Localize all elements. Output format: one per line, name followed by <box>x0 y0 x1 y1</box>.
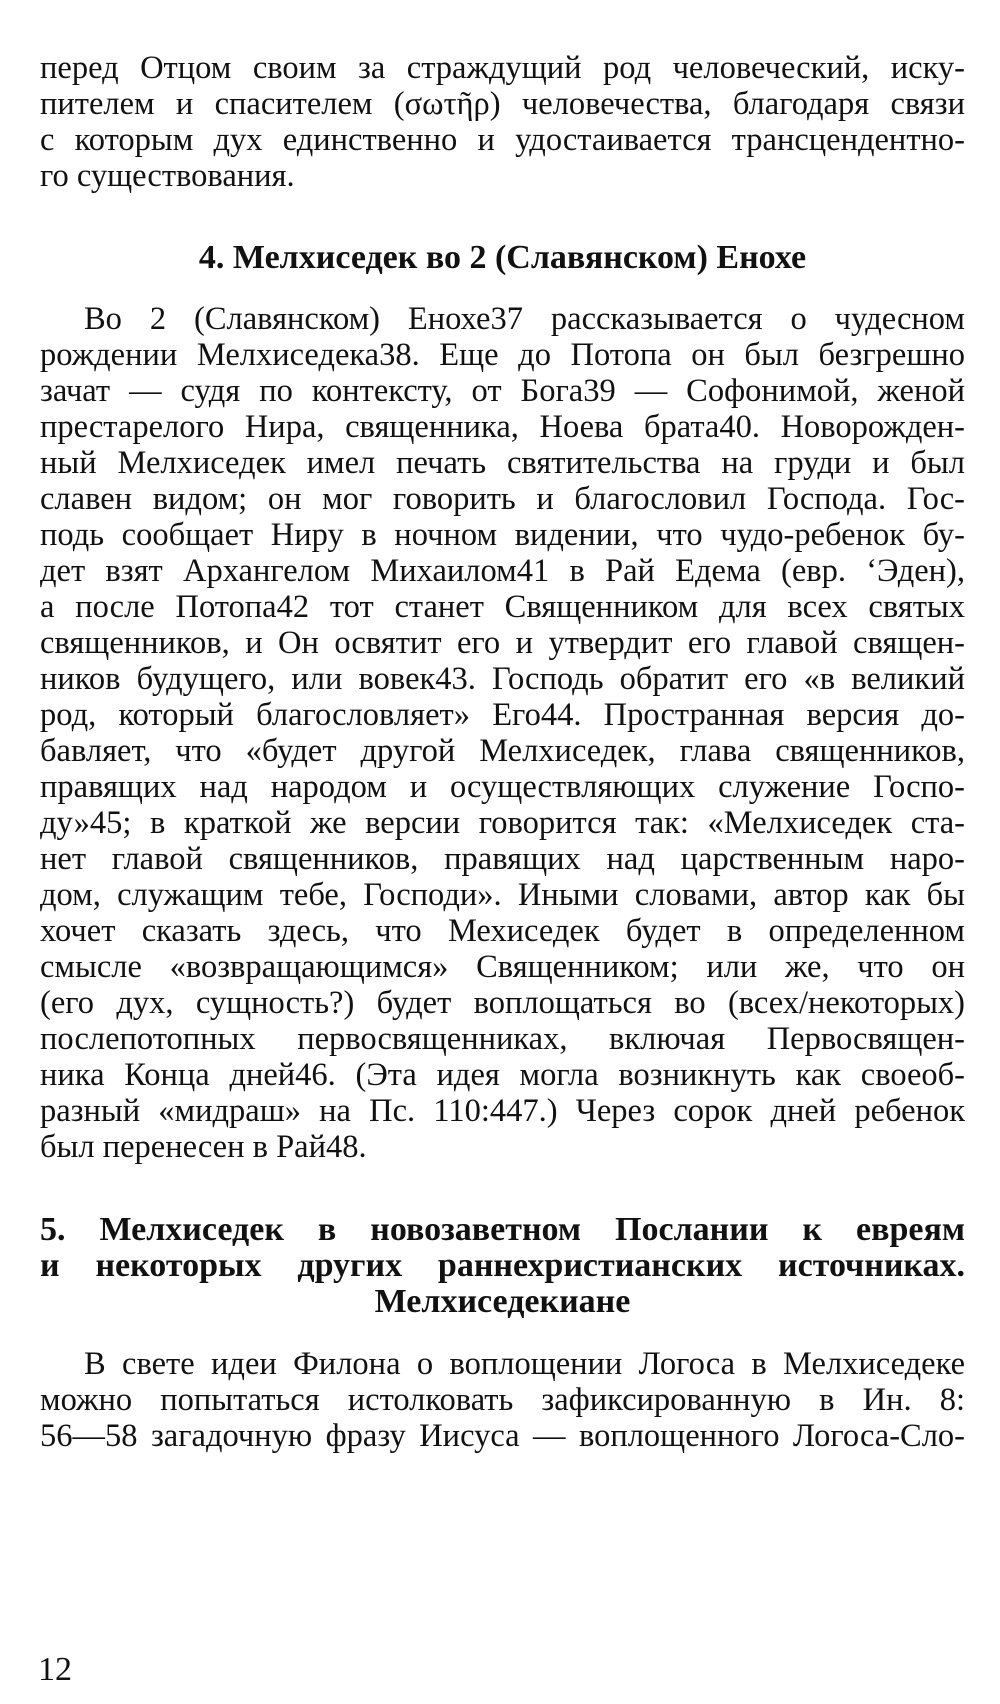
section-4-line-9: а после Потопа42 тот станет Священником для всех святых <box>40 589 965 625</box>
intro-line-2: пителем и спасителем (σωτῆρ) человечества, благодаря связи <box>40 86 965 122</box>
section-4-line-12: род, который благословляет» Его44. Пространная версия до- <box>40 697 965 733</box>
section-5-heading-line-3: Мелхиседекиане <box>374 1283 631 1320</box>
intro-line-3: с которым дух единственно и удостаивается трансцендентно- <box>40 122 965 158</box>
section-4-line-13: бавляет, что «будет другой Мелхиседек, глава священников, <box>40 733 965 769</box>
section-4-line-10: священников, и Он освятит его и утвердит его главой священ- <box>40 625 965 661</box>
section-4-line-20: (его дух, сущность?) будет воплощаться во (всех/некоторых) <box>40 985 965 1021</box>
section-4-line-15: ду»45; в краткой же версии говорится так: «Мелхиседек ста- <box>40 805 965 841</box>
section-4-line-19: смысле «возвращающимся» Священником; или же, что он <box>40 949 965 985</box>
section-4-line-2: рождении Мелхиседека38. Еще до Потопа он был безгрешно <box>40 337 965 373</box>
section-4-line-14: правящих над народом и осуществляющих служение Госпо- <box>40 769 965 805</box>
section-4-line-1: Во 2 (Славянском) Енохе37 рассказывается о чудесном <box>84 301 965 337</box>
section-4-line-17: дом, служащим тебе, Господи». Иными словами, автор как бы <box>40 877 965 913</box>
section-4-line-8: дет взят Архангелом Михаилом41 в Рай Едема (евр. ‘Эден), <box>40 553 965 589</box>
page-number: 12 <box>38 1651 72 1688</box>
section-4-line-22: ника Конца дней46. (Эта идея могла возникнуть как своеоб- <box>40 1057 965 1093</box>
section-4-line-4: престарелого Нира, священника, Ноева брата40. Новорожден- <box>40 409 965 445</box>
section-4-line-16: нет главой священников, правящих над царственным наро- <box>40 841 965 877</box>
section-4-line-3: зачат — судя по контексту, от Бога39 — Софонимой, женой <box>40 373 965 409</box>
intro-line-4: го существования. <box>40 158 295 194</box>
section-4-line-21: послепотопных первосвященниках, включая Первосвящен- <box>40 1021 965 1057</box>
section-4-line-7: подь сообщает Ниру в ночном видении, что чудо-ребенок бу- <box>40 517 965 553</box>
section-4-heading: 4. Мелхиседек во 2 (Славянском) Енохе <box>198 239 807 276</box>
section-5-heading-line-1: 5. Мелхиседек в новозаветном Послании к евреям <box>40 1211 965 1248</box>
section-4-line-5: ный Мелхиседек имел печать святительства на груди и был <box>40 445 965 481</box>
section-5-line-3: 56—58 загадочную фразу Иисуса — воплощенного Логоса-Сло- <box>40 1418 965 1454</box>
section-5-heading-line-2: и некоторых других раннехристианских источниках. <box>40 1247 965 1284</box>
section-4-line-18: хочет сказать здесь, что Мехиседек будет в определенном <box>40 913 965 949</box>
intro-line-1: перед Отцом своим за страждущий род человеческий, иску- <box>40 50 965 86</box>
section-5-line-2: можно попытаться истолковать зафиксированную в Ин. 8: <box>40 1382 965 1418</box>
section-4-line-24: был перенесен в Рай48. <box>40 1129 367 1165</box>
section-4-line-6: славен видом; он мог говорить и благословил Господа. Гос- <box>40 481 965 517</box>
section-4-line-11: ников будущего, или вовек43. Господь обратит его «в великий <box>40 661 965 697</box>
section-4-line-23: разный «мидраш» на Пс. 110:447.) Через сорок дней ребенок <box>40 1093 965 1129</box>
section-5-line-1: В свете идеи Филона о воплощении Логоса в Мелхиседеке <box>84 1346 965 1382</box>
